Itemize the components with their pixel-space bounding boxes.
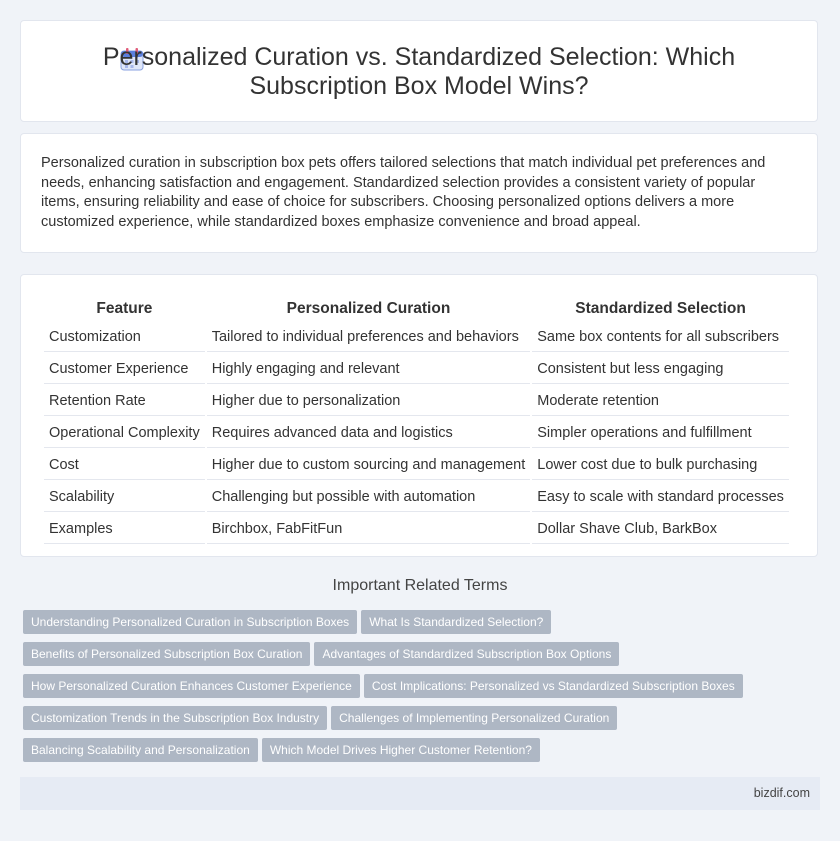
related-term-tag[interactable]: Understanding Personalized Curation in Subscription Boxes	[23, 610, 357, 634]
footer-site-link[interactable]: bizdif.com	[753, 786, 810, 800]
table-cell: Tailored to individual preferences and behaviors	[207, 322, 531, 352]
comparison-card	[20, 274, 818, 557]
table-cell: Requires advanced data and logistics	[207, 418, 531, 448]
table-cell: Higher due to custom sourcing and management	[207, 450, 531, 480]
table-cell: Cost	[44, 450, 205, 480]
table-cell: Consistent but less engaging	[532, 354, 789, 384]
related-term-tag[interactable]: Which Model Drives Higher Customer Retention?	[262, 738, 540, 762]
column-header-feature: Feature	[96, 300, 153, 317]
table-cell: Challenging but possible with automation	[207, 482, 531, 512]
table-row	[44, 450, 789, 480]
comparison-table	[42, 296, 791, 546]
table-cell: Examples	[44, 514, 205, 544]
table-row	[44, 386, 789, 416]
related-terms-list	[23, 610, 823, 770]
column-header-standardized: Standardized Selection	[575, 300, 746, 317]
table-cell: Retention Rate	[44, 386, 205, 416]
intro-paragraph: Personalized curation in subscription box pets offers tailored selections that match individual pet preferences and needs, enhancing satisfaction and engagement. Standardized selection provides a consistent variety of popular items, ensuring reliability and ease of choice for subscribers. Choosing personalized options delivers a more customized experience, while standardized boxes emphasize convenience and broad appeal.	[41, 155, 766, 230]
table-cell: Highly engaging and relevant	[207, 354, 531, 384]
related-term-tag[interactable]: Customization Trends in the Subscription Box Industry	[23, 706, 327, 730]
table-cell: Birchbox, FabFitFun	[207, 514, 531, 544]
related-terms-title: Important Related Terms	[332, 577, 508, 594]
table-cell: Customer Experience	[44, 354, 205, 384]
table-row	[44, 482, 789, 512]
related-term-tag[interactable]: Advantages of Standardized Subscription Box Options	[314, 642, 619, 666]
table-cell: Easy to scale with standard processes	[532, 482, 789, 512]
table-row	[44, 354, 789, 384]
footer	[20, 777, 820, 810]
page-title-line-1: Personalized Curation vs. Standardized Selection: Which	[102, 43, 736, 71]
table-cell: Customization	[44, 322, 205, 352]
table-row	[44, 514, 789, 544]
table-row	[44, 322, 789, 352]
table-cell: Same box contents for all subscribers	[532, 322, 789, 352]
table-cell: Lower cost due to bulk purchasing	[532, 450, 789, 480]
table-cell: Higher due to personalization	[207, 386, 531, 416]
table-row	[44, 418, 789, 448]
related-term-tag[interactable]: Benefits of Personalized Subscription Box Curation	[23, 642, 310, 666]
page-title-line-2: Subscription Box Model Wins?	[249, 72, 589, 100]
table-header-row	[44, 298, 789, 320]
table-cell: Simpler operations and fulfillment	[532, 418, 789, 448]
page-title	[21, 43, 817, 101]
related-term-tag[interactable]: How Personalized Curation Enhances Customer Experience	[23, 674, 360, 698]
column-header-personalized: Personalized Curation	[286, 300, 451, 317]
header-card	[20, 20, 818, 122]
intro-card	[20, 133, 818, 253]
table-cell: Operational Complexity	[44, 418, 205, 448]
related-term-tag[interactable]: Challenges of Implementing Personalized Curation	[331, 706, 617, 730]
related-term-tag[interactable]: Cost Implications: Personalized vs Standardized Subscription Boxes	[364, 674, 743, 698]
table-cell: Moderate retention	[532, 386, 789, 416]
table-cell: Scalability	[44, 482, 205, 512]
related-term-tag[interactable]: What Is Standardized Selection?	[361, 610, 551, 634]
table-cell: Dollar Shave Club, BarkBox	[532, 514, 789, 544]
related-term-tag[interactable]: Balancing Scalability and Personalization	[23, 738, 258, 762]
